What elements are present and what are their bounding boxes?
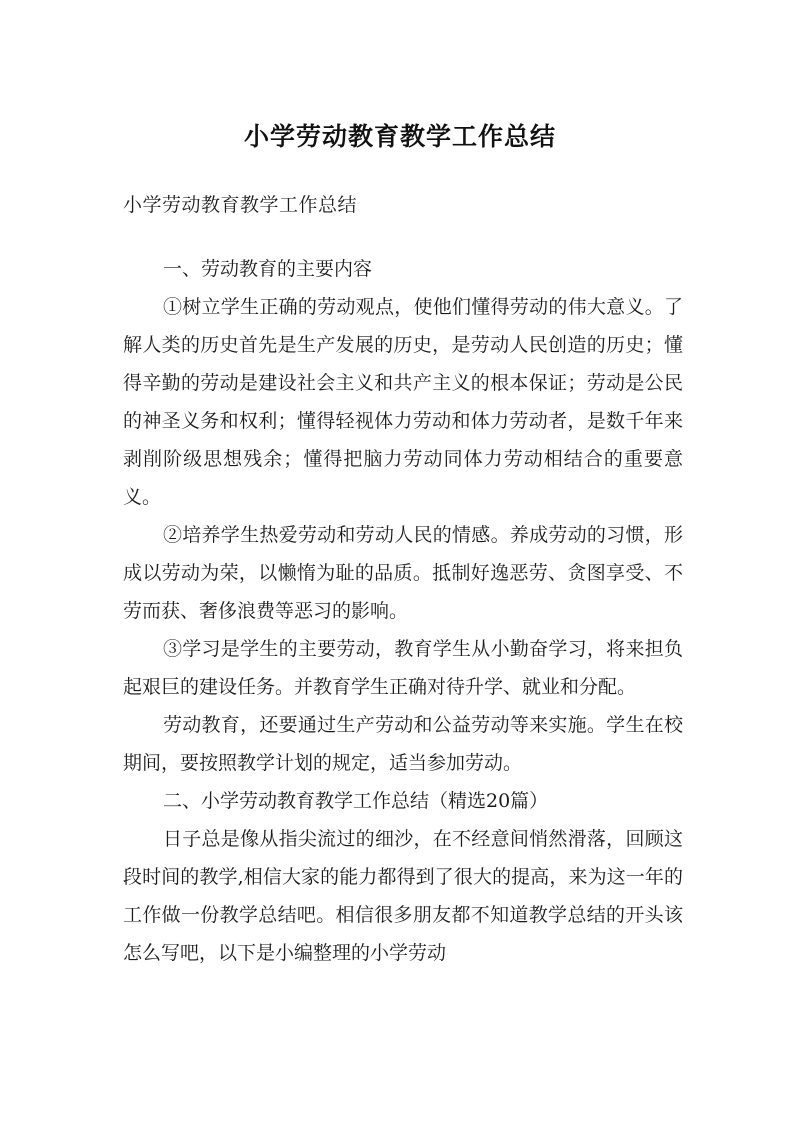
document-title: 小学劳动教育教学工作总结: [243, 121, 556, 151]
paragraph: ②培养学生热爱劳动和劳动人民的情感。养成劳动的习惯，形成以劳动为荣，以懒惰为耻的品质。抵制好逸恶劳、贪图享受、不劳而获、奢侈浪费等恶习的影响。: [123, 524, 683, 622]
paragraph: 日子总是像从指尖流过的细沙，在不经意间悄然滑落，回顾这段时间的教学,相信大家的能力都得到了很大的提高，来为这一年的工作做一份教学总结吧。相信很多朋友都不知道教学总结的开头该怎么写吧，以下是小编整理的小学劳动: [123, 828, 683, 964]
section-heading: 二、小学劳动教育教学工作总结（精选20篇）: [163, 790, 549, 812]
document-subtitle: 小学劳动教育教学工作总结: [123, 194, 358, 216]
paragraph: 劳动教育，还要通过生产劳动和公益劳动等来实施。学生在校期间，要按照教学计划的规定，适当参加劳动。: [123, 714, 683, 774]
document-body: [123, 250, 683, 972]
paragraph: ①树立学生正确的劳动观点，使他们懂得劳动的伟大意义。了解人类的历史首先是生产发展的历史，是劳动人民创造的历史；懂得辛勤的劳动是建设社会主义和共产主义的根本保证；劳动是公民的神圣义务和权利；懂得轻视体力劳动和体力劳动者，是数千年来剥削阶级思想残余；懂得把脑力劳动同体力劳动相结合的重要意义。: [123, 296, 683, 508]
section-heading: 一、劳动教育的主要内容: [163, 258, 373, 280]
paragraph: ③学习是学生的主要劳动，教育学生从小勤奋学习，将来担负起艰巨的建设任务。并教育学生正确对待升学、就业和分配。: [123, 638, 683, 698]
